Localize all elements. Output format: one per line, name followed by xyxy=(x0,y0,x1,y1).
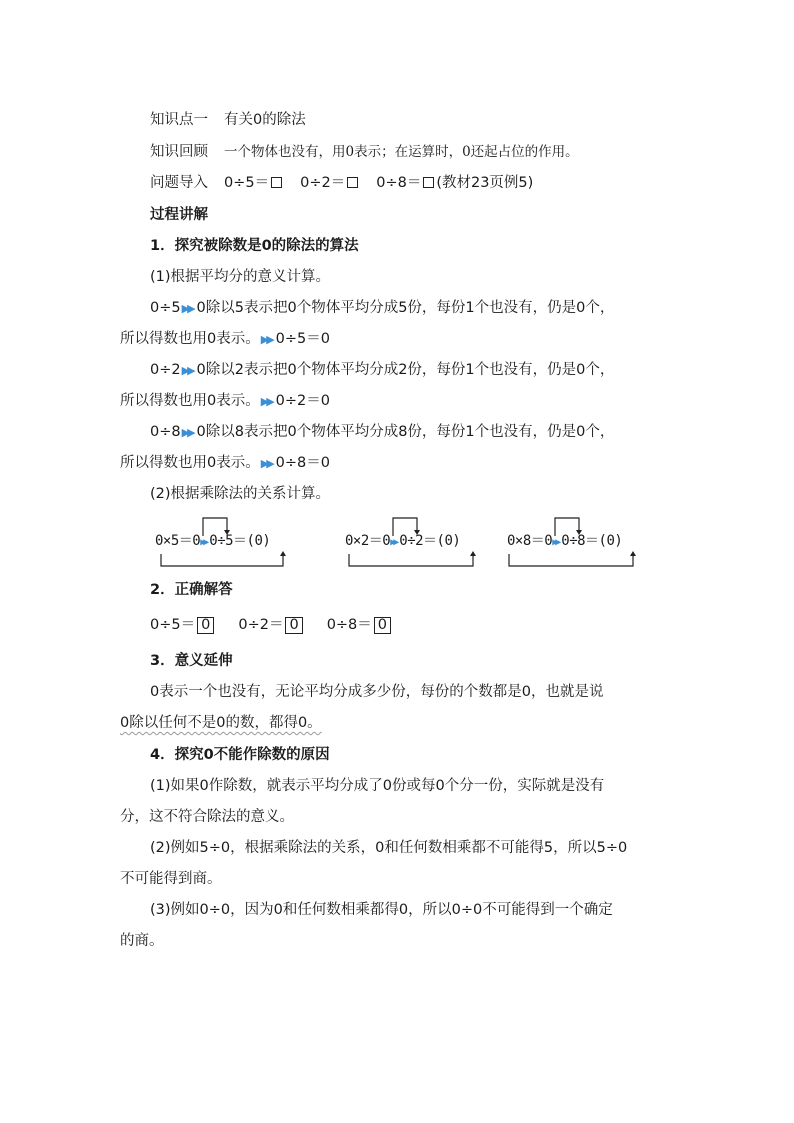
intro-q2: 0÷2＝ xyxy=(300,175,346,191)
answer-box: 0 xyxy=(197,617,214,634)
answer-box: 0 xyxy=(374,617,391,634)
intro-q3: 0÷8＝ xyxy=(376,175,422,191)
diagram-left: 0×8＝0 xyxy=(507,533,553,549)
knowledge-review xyxy=(150,142,579,162)
example-expr: 0÷8 xyxy=(150,424,181,440)
diagram-right: 0÷8＝(0) xyxy=(561,533,623,549)
intro-q1: 0÷5＝ xyxy=(224,175,270,191)
review-label: 知识回顾 xyxy=(150,144,208,160)
answer-q: 0÷5＝ xyxy=(150,617,196,633)
double-arrow-icon: ▶▶ xyxy=(552,537,559,548)
double-arrow-icon: ▶▶ xyxy=(390,537,397,548)
question-intro xyxy=(150,173,533,193)
example-result: 0÷5＝0 xyxy=(275,331,330,347)
double-arrow-icon: ▶▶ xyxy=(181,426,193,439)
answers-line xyxy=(150,615,393,635)
double-arrow-icon: ▶▶ xyxy=(181,302,193,315)
section4-point3: (3)例如0÷0，因为0和任何数相乘都得0，所以0÷0不可能得到一个确定 xyxy=(150,902,613,918)
kp-title-text: 有关0的除法 xyxy=(224,112,306,128)
example-line xyxy=(150,298,614,319)
example-text: 0除以5表示把0个物体平均分成5份，每份1个也没有，仍是0个， xyxy=(196,300,615,316)
relation-diagram xyxy=(345,512,485,572)
double-arrow-icon: ▶▶ xyxy=(260,333,272,346)
double-arrow-icon: ▶▶ xyxy=(200,537,207,548)
example-line-cont xyxy=(120,391,330,412)
diagram-left: 0×2＝0 xyxy=(345,533,391,549)
diagram-right: 0÷2＝(0) xyxy=(399,533,461,549)
blank-square-icon xyxy=(347,177,358,188)
section4-point2-cont: 不可能得到商。 xyxy=(120,871,222,887)
section3-text: 0表示一个也没有，无论平均分成多少份，每份的个数都是0，也就是说 xyxy=(150,684,604,700)
section1-point2: (2)根据乘除法的关系计算。 xyxy=(150,486,331,502)
example-text: 0除以8表示把0个物体平均分成8份，每份1个也没有，仍是0个， xyxy=(196,424,615,440)
section4-point3-cont: 的商。 xyxy=(120,933,164,949)
example-line-cont xyxy=(120,453,330,474)
example-result: 0÷8＝0 xyxy=(275,455,330,471)
section4-title: 4．探究0不能作除数的原因 xyxy=(150,747,330,763)
answer-q: 0÷2＝ xyxy=(238,617,284,633)
double-arrow-icon: ▶▶ xyxy=(260,395,272,408)
double-arrow-icon: ▶▶ xyxy=(181,364,193,377)
process-title: 过程讲解 xyxy=(150,207,208,223)
example-line-cont xyxy=(120,329,330,350)
section3-title: 3．意义延伸 xyxy=(150,653,233,669)
example-result: 0÷2＝0 xyxy=(275,393,330,409)
example-text: 所以得数也用0表示。 xyxy=(120,455,260,471)
example-text: 所以得数也用0表示。 xyxy=(120,331,260,347)
diagram-right: 0÷5＝(0) xyxy=(209,533,271,549)
relation-diagram xyxy=(507,512,647,572)
example-text: 所以得数也用0表示。 xyxy=(120,393,260,409)
section1-title: 1．探究被除数是0的除法的算法 xyxy=(150,238,359,254)
blank-square-icon xyxy=(271,177,282,188)
section3-emphasis: 0除以任何不是0的数，都得0。 xyxy=(120,715,322,731)
example-text: 0除以2表示把0个物体平均分成2份，每份1个也没有，仍是0个， xyxy=(196,362,615,378)
double-arrow-icon: ▶▶ xyxy=(260,457,272,470)
example-line xyxy=(150,422,614,443)
section2-title: 2．正确解答 xyxy=(150,582,233,598)
example-expr: 0÷2 xyxy=(150,362,181,378)
intro-label: 问题导入 xyxy=(150,175,208,191)
kp-label: 知识点一 xyxy=(150,112,208,128)
blank-square-icon xyxy=(423,177,434,188)
section4-point1: (1)如果0作除数，就表示平均分成了0份或每0个分一份，实际就是没有 xyxy=(150,778,605,794)
knowledge-point-title xyxy=(150,110,306,130)
example-line xyxy=(150,360,614,381)
answer-q: 0÷8＝ xyxy=(326,617,372,633)
section4-point2: (2)例如5÷0，根据乘除法的关系，0和任何数相乘都不可能得5，所以5÷0 xyxy=(150,840,628,856)
answer-box: 0 xyxy=(285,617,302,634)
intro-textbook-ref: (教材23页例5) xyxy=(436,175,534,191)
section1-point1: (1)根据平均分的意义计算。 xyxy=(150,269,331,285)
diagram-left: 0×5＝0 xyxy=(155,533,201,549)
section3-text-cont xyxy=(120,713,322,733)
example-expr: 0÷5 xyxy=(150,300,181,316)
relation-diagram xyxy=(155,512,295,572)
section4-point1-cont: 分，这不符合除法的意义。 xyxy=(120,809,294,825)
review-text: 一个物体也没有，用0表示；在运算时，0还起占位的作用。 xyxy=(224,144,579,160)
